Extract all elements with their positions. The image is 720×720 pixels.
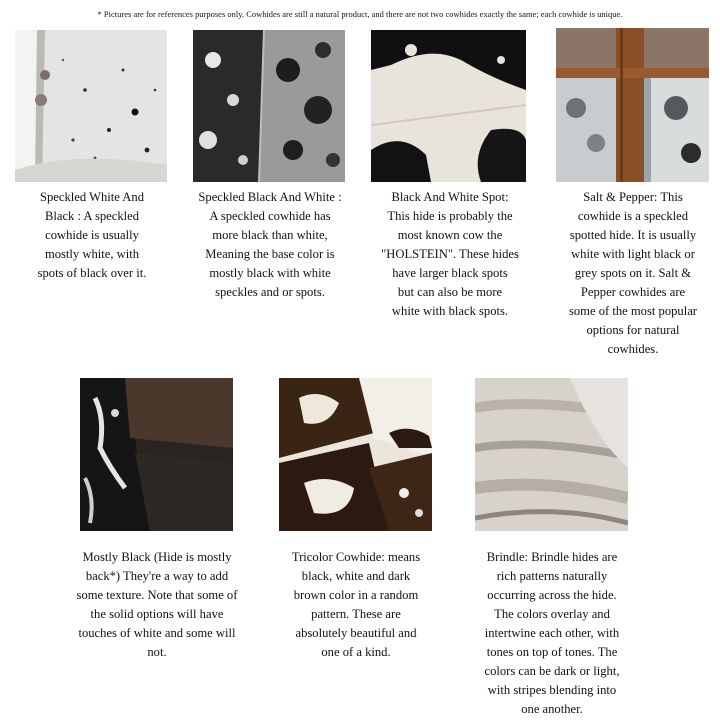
disclaimer-text: * Pictures are for references purposes only. Cowhides are still a natural product, and there are not two cowhides exactly the same; each cowhide is unique. [97, 10, 623, 19]
caption-mostly-black: Mostly Black (Hide is mostly back*) They're a way to add some texture. Note that some of the solid options will have touches of white and some will not. [76, 550, 238, 659]
caption-salt-and-pepper: Salt & Pepper: This cowhide is a speckled spotted hide. It is usually white with light black or grey spots on it. Salt & Pepper cowhides are some of the most popular options for natural cowhides. [568, 190, 698, 356]
photo-black-and-white-spot [371, 30, 526, 182]
caption-speckled-white-and-black: Speckled White And Black : A speckled cowhide is usually mostly white, with spots of black over it. [37, 190, 147, 280]
photo-mostly-black [80, 378, 233, 531]
caption-speckled-black-and-white: Speckled Black And White : A speckled cowhide has more black than white, Meaning the base color is mostly black with white speckles and or spots. [198, 190, 342, 299]
photo-speckled-black-and-white [193, 30, 345, 182]
photo-brindle [475, 378, 628, 531]
caption-tricolor: Tricolor Cowhide: means black, white and dark brown color in a random pattern. These are absolutely beautiful and one of a kind. [291, 550, 421, 659]
photo-speckled-white-and-black [15, 30, 167, 182]
photo-salt-and-pepper [556, 28, 709, 182]
caption-black-and-white-spot: Black And White Spot: This hide is probably the most known cow the "HOLSTEIN". These hides have larger black spots but can also be more white with black spots. [381, 190, 519, 318]
caption-brindle: Brindle: Brindle hides are rich patterns naturally occurring across the hide. The colors overlay and intertwine each other, with tones on top of tones. The colors can be dark or light, with stripes blending into one another. [484, 550, 620, 716]
photo-tricolor [279, 378, 432, 531]
